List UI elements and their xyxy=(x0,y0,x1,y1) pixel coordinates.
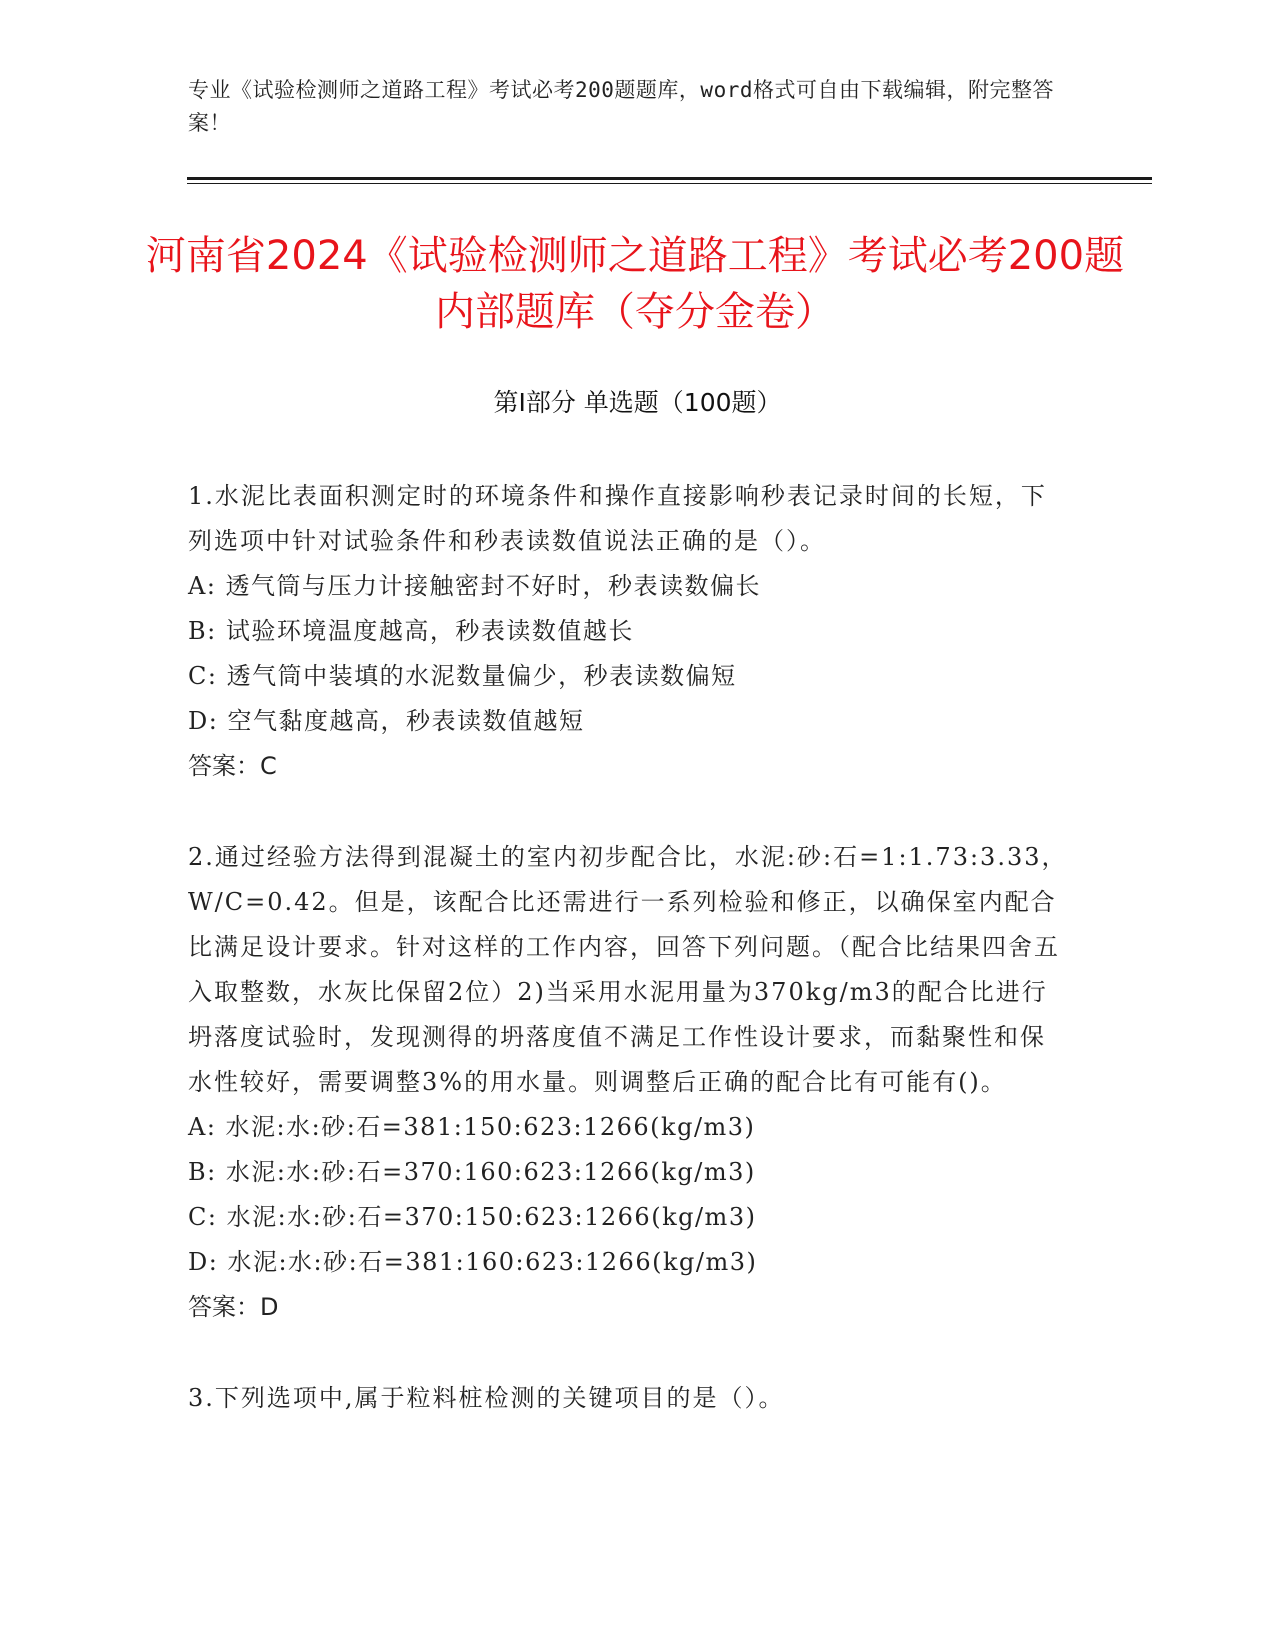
question-list xyxy=(188,474,1068,1467)
question-item xyxy=(188,835,1068,1330)
header-divider-thin xyxy=(187,183,1152,184)
answer-line: 答案：C xyxy=(188,752,277,780)
question-stem: 2.通过经验方法得到混凝土的室内初步配合比，水泥:砂:石=1:1.73:3.33，W/C=0.42。但是，该配合比还需进行一系列检验和修正，以确保室内配合比满足设计要求。针对这样的工作内容，回答下列问题。（配合比结果四舍五入取整数，水灰比保留2位）2)当采用水泥用量为370kg/m3的配合比进行坍落度试验时，发现测得的坍落度值不满足工作性设计要求，而黏聚性和保水性较好，需要调整3%的用水量。则调整后正确的配合比有可能有()。 xyxy=(188,843,1068,1096)
option-c: C: 水泥:水:砂:石=370:150:623:1266(kg/m3) xyxy=(188,1203,757,1231)
question-stem: 3.下列选项中,属于粒料桩检测的关键项目的是（）。 xyxy=(188,1384,785,1412)
question-stem: 1.水泥比表面积测定时的环境条件和操作直接影响秒表记录时间的长短，下列选项中针对试验条件和秒表读数值说法正确的是（）。 xyxy=(188,482,1047,555)
document-title: 河南省2024《试验检测师之道路工程》考试必考200题内部题库（夺分金卷） xyxy=(145,233,1125,335)
option-b: B: 水泥:水:砂:石=370:160:623:1266(kg/m3) xyxy=(188,1158,756,1186)
document-header-note: 专业《试验检测师之道路工程》考试必考200题题库，word格式可自由下载编辑，附完整答案！ xyxy=(188,78,1054,135)
option-b: B: 试验环境温度越高，秒表读数值越长 xyxy=(188,617,634,645)
section-heading: 第Ⅰ部分 单选题（100题） xyxy=(493,388,782,417)
option-a: A: 透气筒与压力计接触密封不好时，秒表读数偏长 xyxy=(188,572,762,600)
question-item xyxy=(188,1376,1068,1421)
header-divider-thick xyxy=(187,177,1152,180)
question-item xyxy=(188,474,1068,789)
option-d: D: 水泥:水:砂:石=381:160:623:1266(kg/m3) xyxy=(188,1248,758,1276)
answer-line: 答案：D xyxy=(188,1293,279,1321)
option-d: D: 空气黏度越高，秒表读数值越短 xyxy=(188,707,585,735)
option-a: A: 水泥:水:砂:石=381:150:623:1266(kg/m3) xyxy=(188,1113,756,1141)
option-c: C: 透气筒中装填的水泥数量偏少，秒表读数偏短 xyxy=(188,662,737,690)
